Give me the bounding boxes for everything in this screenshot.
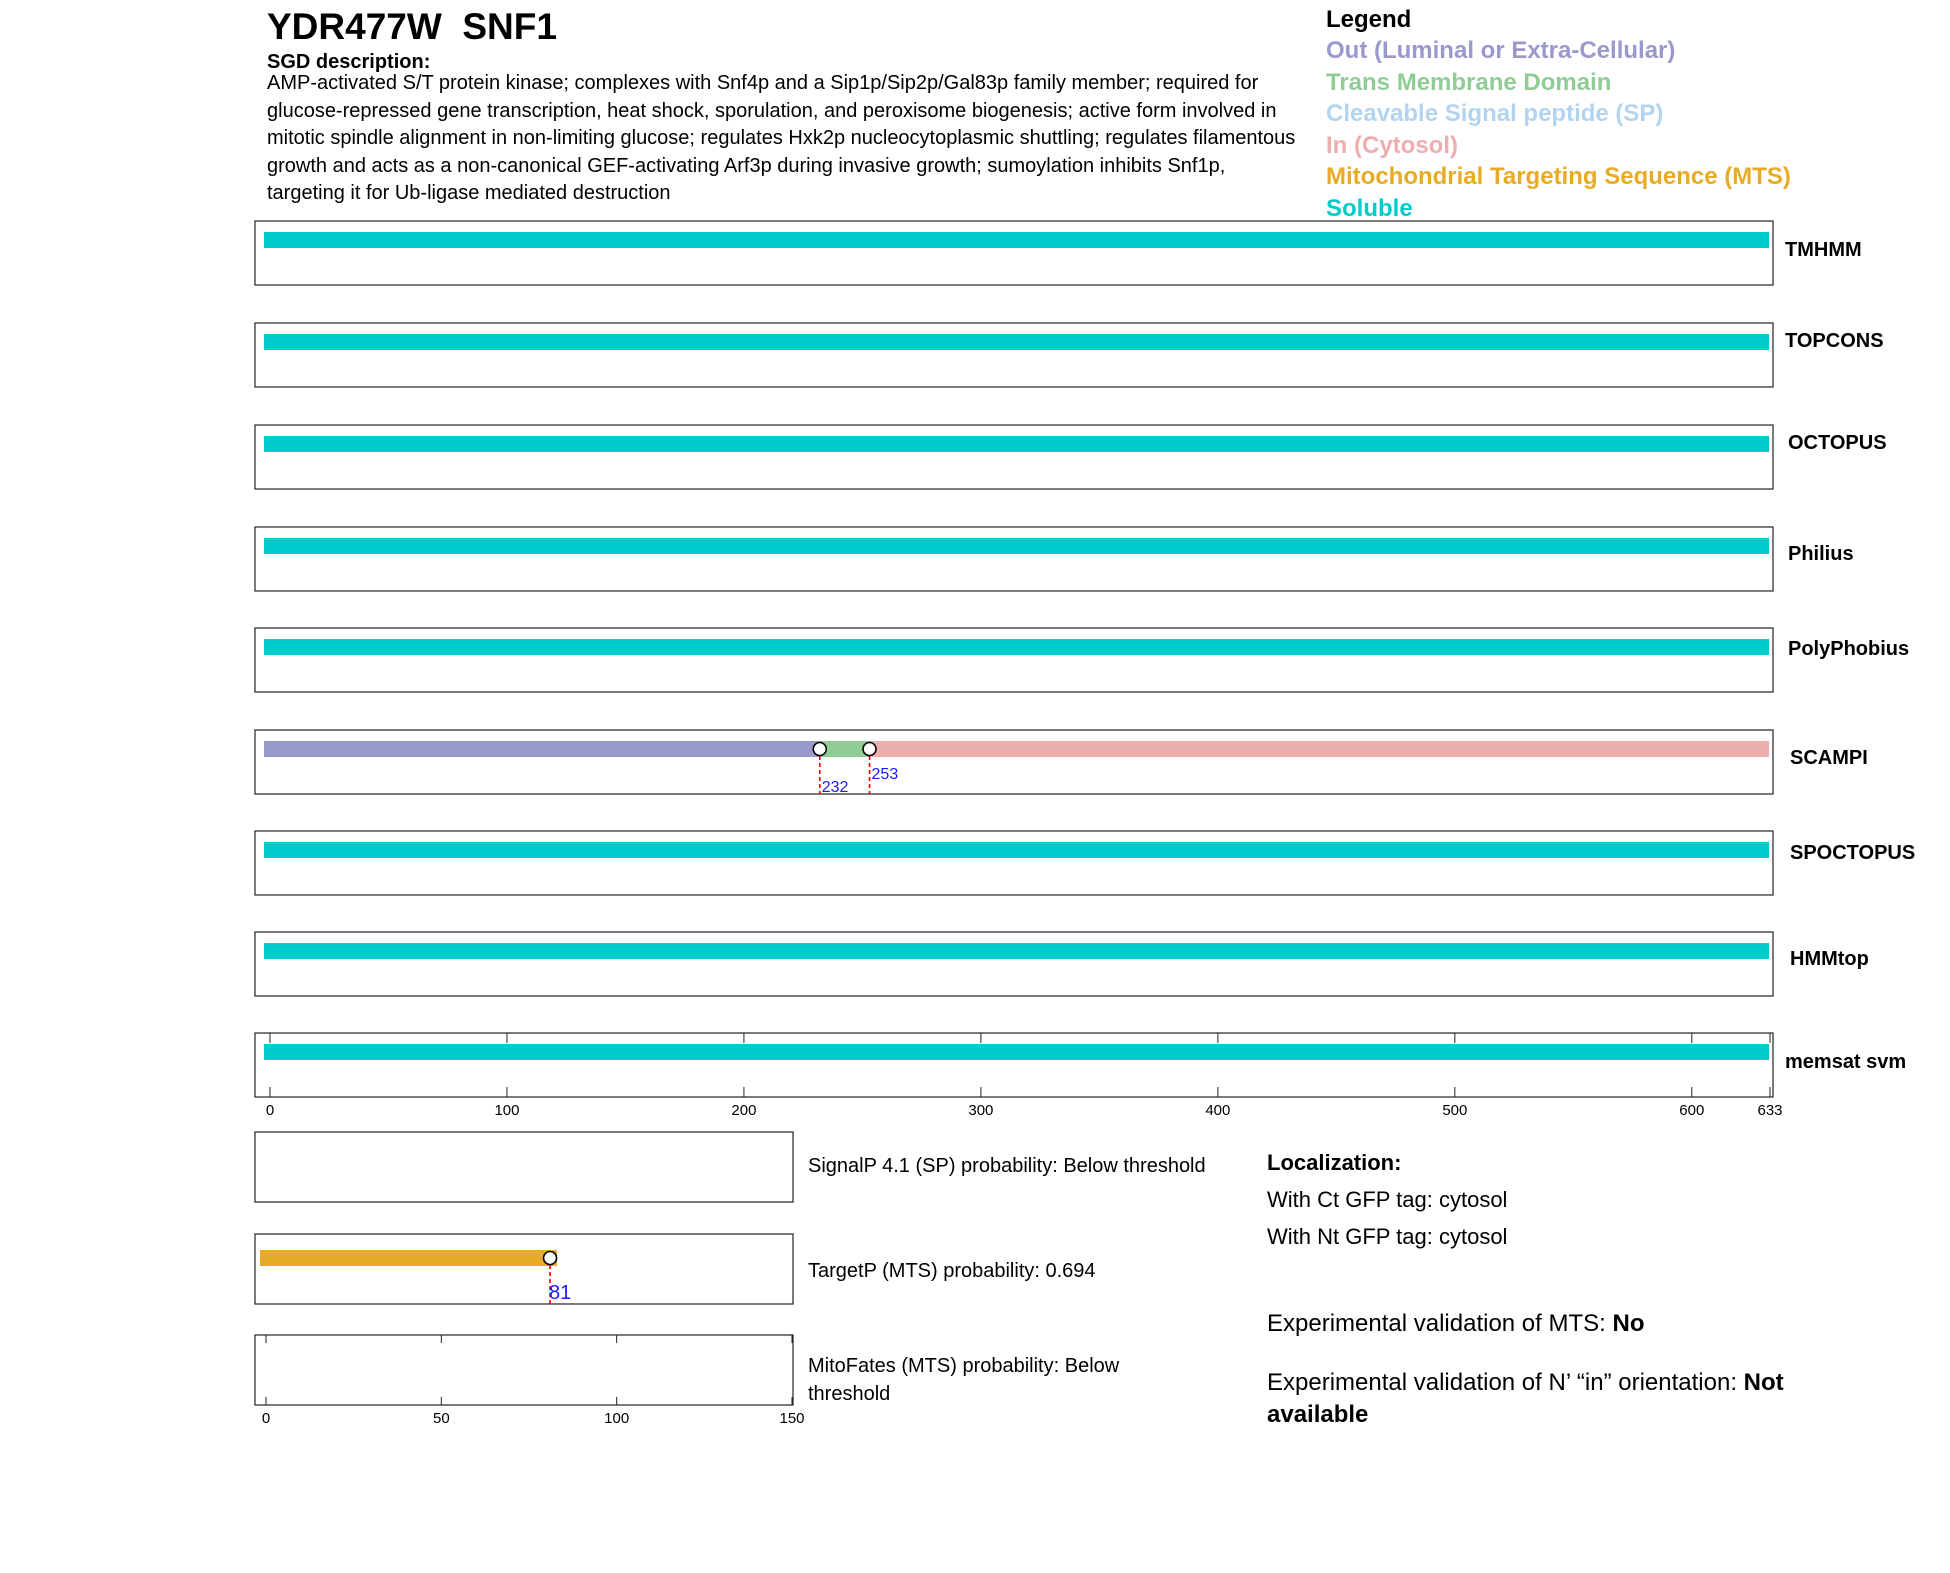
track-frame-polyphobius bbox=[255, 628, 1773, 692]
x-tick-label-200: 200 bbox=[731, 1102, 757, 1119]
panel-frame-mitofates bbox=[255, 1335, 793, 1405]
track-label-octopus: OCTOPUS bbox=[1788, 432, 1887, 454]
track-frame-scampi bbox=[255, 730, 1773, 794]
small-x-tick-label-50: 50 bbox=[432, 1410, 450, 1427]
track-label-polyphobius: PolyPhobius bbox=[1788, 638, 1910, 660]
localization-ct: With Ct GFP tag: cytosol bbox=[1267, 1187, 1508, 1212]
targetp-probability: TargetP (MTS) probability: 0.694 bbox=[808, 1260, 1096, 1282]
track-label-memsat-svm: memsat svm bbox=[1785, 1051, 1907, 1073]
small-x-tick-label-0: 0 bbox=[261, 1410, 271, 1427]
marker-circle-scampi-232 bbox=[813, 743, 826, 756]
segment-scampi-tm bbox=[820, 741, 870, 757]
marker-label-targetp-81: 81 bbox=[549, 1282, 572, 1304]
validation-n-in-label: Experimental validation of N’ “in” orientation: bbox=[1267, 1369, 1744, 1396]
marker-label-scampi-253: 253 bbox=[871, 766, 899, 783]
track-label-spoctopus: SPOCTOPUS bbox=[1790, 842, 1916, 864]
segment-topcons-soluble bbox=[264, 334, 1769, 350]
panel-frame-targetp bbox=[255, 1234, 793, 1304]
track-frame-octopus bbox=[255, 425, 1773, 489]
marker-circle-targetp-81 bbox=[544, 1252, 557, 1265]
legend-item-mts: Mitochondrial Targeting Sequence (MTS) bbox=[1326, 163, 1791, 190]
localization-title: Localization: bbox=[1267, 1150, 1402, 1175]
legend-title: Legend bbox=[1326, 6, 1412, 33]
legend-item-in: In (Cytosol) bbox=[1326, 131, 1458, 159]
track-label-tmhmm: TMHMM bbox=[1785, 239, 1862, 261]
marker-label-scampi-232: 232 bbox=[821, 779, 849, 796]
x-tick-label-400: 400 bbox=[1205, 1102, 1231, 1119]
marker-circle-scampi-253 bbox=[863, 743, 876, 756]
track-frame-spoctopus bbox=[255, 831, 1773, 895]
validation-mts-value: No bbox=[1612, 1310, 1645, 1337]
validation-mts bbox=[1267, 1308, 1887, 1340]
x-tick-label-633: 633 bbox=[1757, 1102, 1783, 1119]
signalp-probability: SignalP 4.1 (SP) probability: Below threshold bbox=[808, 1155, 1206, 1177]
mitofates-probability: MitoFates (MTS) probability: Below threshold bbox=[808, 1355, 1120, 1405]
x-tick-label-0: 0 bbox=[265, 1102, 275, 1119]
description-text: AMP-activated S/T protein kinase; complexes with Snf4p and a Sip1p/Sip2p/Gal83p family member; required for glucose-repressed gene transcription, heat shock, sporulation, and peroxisome biogenesis; active form involved in mitotic spindle alignment in non-limiting glucose; regulates Hxk2p nucleocytoplasmic shuttling; regulates filamentous growth and acts as a non-canonical GEF-activating Arf3p during invasive growth; sumoylation inhibits Snf1p, targeting it for Ub-ligase mediated destruction bbox=[267, 72, 1296, 204]
segment-octopus-soluble bbox=[264, 436, 1769, 452]
panel-frame-signalp bbox=[255, 1132, 793, 1202]
track-frame-tmhmm bbox=[255, 221, 1773, 285]
track-frame-philius bbox=[255, 527, 1773, 591]
segment-spoctopus-soluble bbox=[264, 842, 1769, 858]
x-tick-label-100: 100 bbox=[494, 1102, 520, 1119]
localization-nt: With Nt GFP tag: cytosol bbox=[1267, 1224, 1508, 1249]
small-x-tick-label-100: 100 bbox=[604, 1410, 630, 1427]
track-label-scampi: SCAMPI bbox=[1790, 747, 1868, 769]
segment-memsat-svm-soluble bbox=[264, 1044, 1769, 1060]
description-label: SGD description: bbox=[267, 51, 431, 73]
track-label-philius: Philius bbox=[1788, 543, 1854, 565]
legend-item-tm: Trans Membrane Domain bbox=[1326, 68, 1612, 96]
legend-item-soluble: Soluble bbox=[1326, 194, 1413, 222]
x-tick-label-600: 600 bbox=[1679, 1102, 1705, 1119]
legend-item-sp: Cleavable Signal peptide (SP) bbox=[1326, 100, 1664, 127]
track-frame-topcons bbox=[255, 323, 1773, 387]
segment-scampi-in bbox=[870, 741, 1769, 757]
track-frame-hmmtop bbox=[255, 932, 1773, 996]
segment-tmhmm-soluble bbox=[264, 232, 1769, 248]
x-tick-label-500: 500 bbox=[1442, 1102, 1468, 1119]
track-frame-memsat-svm bbox=[255, 1033, 1773, 1097]
small-x-tick-label-150: 150 bbox=[779, 1410, 805, 1427]
segment-hmmtop-soluble bbox=[264, 943, 1769, 959]
segment-philius-soluble bbox=[264, 538, 1769, 554]
legend-item-out: Out (Luminal or Extra-Cellular) bbox=[1326, 37, 1676, 64]
validation-n-in-value: Not available bbox=[1267, 1369, 1784, 1428]
gene-title: YDR477W SNF1 bbox=[267, 6, 557, 47]
track-label-topcons: TOPCONS bbox=[1785, 330, 1884, 352]
segment-scampi-out bbox=[264, 741, 820, 757]
validation-mts-label: Experimental validation of MTS: bbox=[1267, 1310, 1613, 1337]
track-label-hmmtop: HMMtop bbox=[1790, 948, 1869, 970]
segment-targetp-mts bbox=[260, 1250, 557, 1266]
segment-polyphobius-soluble bbox=[264, 639, 1769, 655]
validation-n-in bbox=[1267, 1367, 1887, 1431]
x-tick-label-300: 300 bbox=[968, 1102, 994, 1119]
